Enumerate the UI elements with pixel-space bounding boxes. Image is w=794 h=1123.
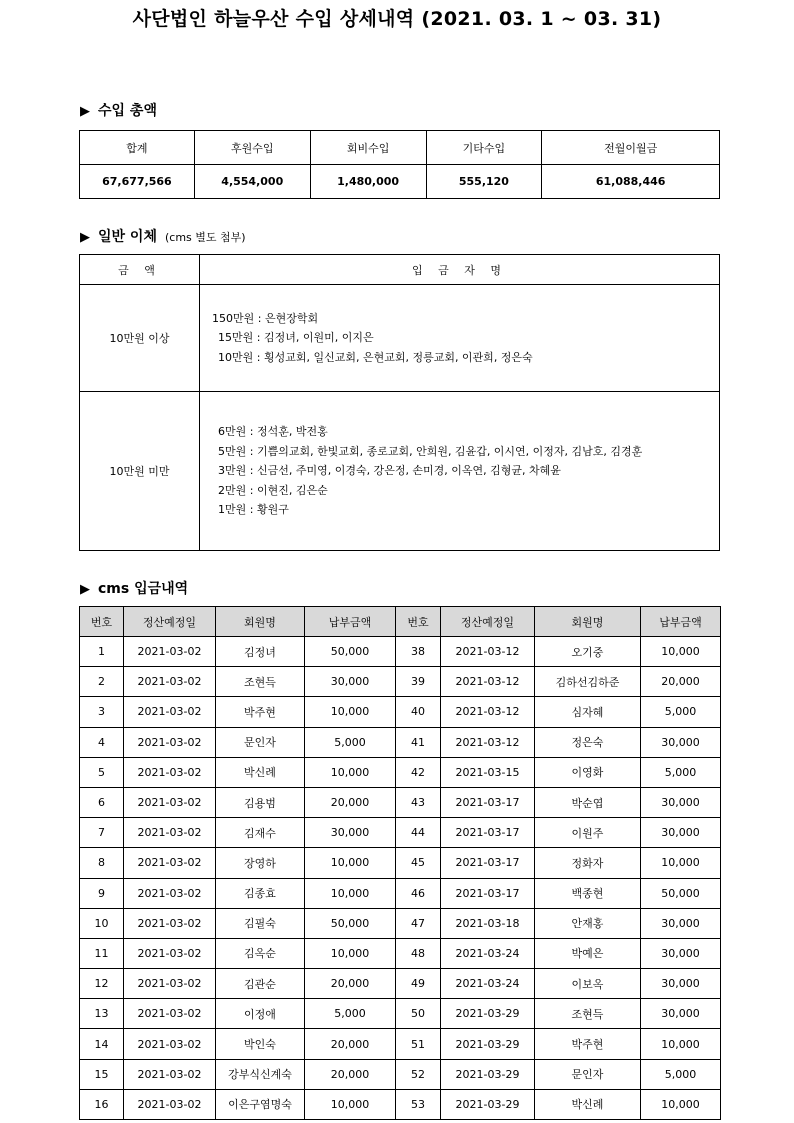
- member-name-cell: 백종현: [535, 878, 641, 908]
- depositor-line: 150만원 : 은현장학회: [212, 311, 319, 325]
- member-name-cell: 정화자: [535, 848, 641, 878]
- payment-amount-cell: 10,000: [305, 697, 396, 727]
- row-number-cell: 3: [80, 697, 124, 727]
- payment-amount-cell: 10,000: [641, 1029, 721, 1059]
- row-number-cell: 38: [396, 637, 441, 667]
- payment-amount-cell: 30,000: [641, 818, 721, 848]
- settlement-date-cell: 2021-03-29: [441, 1089, 535, 1119]
- member-name-cell: 이정애: [216, 999, 305, 1029]
- payment-amount-cell: 10,000: [305, 848, 396, 878]
- payment-amount-cell: 30,000: [641, 999, 721, 1029]
- settlement-date-cell: 2021-03-02: [124, 908, 216, 938]
- member-name-cell: 김종효: [216, 878, 305, 908]
- row-number-cell: 51: [396, 1029, 441, 1059]
- settlement-date-cell: 2021-03-02: [124, 1029, 216, 1059]
- cms-deposit-table: [79, 606, 721, 1120]
- payment-amount-cell: 50,000: [641, 878, 721, 908]
- member-name-cell: 정은숙: [535, 727, 641, 757]
- settlement-date-cell: 2021-03-17: [441, 848, 535, 878]
- row-number-cell: 14: [80, 1029, 124, 1059]
- settlement-date-cell: 2021-03-15: [441, 757, 535, 787]
- payment-amount-cell: 10,000: [305, 938, 396, 968]
- table-row: [80, 818, 721, 848]
- row-number-cell: 15: [80, 1059, 124, 1089]
- payment-amount-cell: 30,000: [641, 727, 721, 757]
- payment-amount-cell: 10,000: [305, 1089, 396, 1119]
- row-number-cell: 2: [80, 667, 124, 697]
- header-cell: 정산예정일: [124, 607, 216, 637]
- settlement-date-cell: 2021-03-12: [441, 667, 535, 697]
- row-number-cell: 40: [396, 697, 441, 727]
- header-cell: 회원명: [216, 607, 305, 637]
- member-name-cell: 김필숙: [216, 908, 305, 938]
- member-name-cell: 이보옥: [535, 969, 641, 999]
- triangle-bullet-icon: ▶: [80, 230, 90, 245]
- table-header-row: [80, 131, 720, 165]
- member-name-cell: 박신례: [535, 1089, 641, 1119]
- general-transfer-table: [79, 254, 720, 551]
- settlement-date-cell: 2021-03-29: [441, 1029, 535, 1059]
- member-name-cell: 안재홍: [535, 908, 641, 938]
- section-heading-text: cms 입금내역: [98, 581, 189, 597]
- payment-amount-cell: 20,000: [305, 1029, 396, 1059]
- member-name-cell: 김관순: [216, 969, 305, 999]
- settlement-date-cell: 2021-03-02: [124, 787, 216, 817]
- header-cell: 회비수입: [310, 131, 426, 165]
- row-number-cell: 11: [80, 938, 124, 968]
- member-name-cell: 박예은: [535, 938, 641, 968]
- settlement-date-cell: 2021-03-12: [441, 637, 535, 667]
- settlement-date-cell: 2021-03-02: [124, 1089, 216, 1119]
- header-cell: 번호: [396, 607, 441, 637]
- header-cell: 번호: [80, 607, 124, 637]
- settlement-date-cell: 2021-03-02: [124, 999, 216, 1029]
- triangle-bullet-icon: ▶: [80, 104, 90, 119]
- section-heading-general-transfer: [80, 226, 246, 246]
- triangle-bullet-icon: ▶: [80, 582, 90, 597]
- payment-amount-cell: 5,000: [305, 999, 396, 1029]
- depositor-line: 10만원 : 횡성교회, 일신교회, 은현교회, 정릉교회, 이관희, 정은숙: [218, 350, 533, 364]
- row-number-cell: 50: [396, 999, 441, 1029]
- header-cell: 회원명: [535, 607, 641, 637]
- member-name-cell: 이원주: [535, 818, 641, 848]
- row-number-cell: 46: [396, 878, 441, 908]
- section-heading-text: 일반 이체: [98, 229, 157, 245]
- income-summary-table: [79, 130, 720, 199]
- table-row: [80, 165, 720, 199]
- row-number-cell: 49: [396, 969, 441, 999]
- member-name-cell: 김하선김하준: [535, 667, 641, 697]
- depositor-line: 2만원 : 이현진, 김은순: [218, 483, 328, 497]
- payment-amount-cell: 30,000: [641, 787, 721, 817]
- settlement-date-cell: 2021-03-17: [441, 878, 535, 908]
- table-header-row: [80, 607, 721, 637]
- table-row: [80, 848, 721, 878]
- member-name-cell: 이영화: [535, 757, 641, 787]
- value-cell: 61,088,446: [542, 165, 720, 199]
- payment-amount-cell: 10,000: [305, 878, 396, 908]
- table-header-row: [80, 255, 720, 285]
- member-name-cell: 문인자: [535, 1059, 641, 1089]
- payment-amount-cell: 5,000: [641, 757, 721, 787]
- depositor-names-cell: [200, 392, 720, 551]
- member-name-cell: 박주현: [535, 1029, 641, 1059]
- payment-amount-cell: 10,000: [641, 848, 721, 878]
- table-row: [80, 727, 721, 757]
- row-number-cell: 48: [396, 938, 441, 968]
- depositor-line: 6만원 : 정석훈, 박전홍: [218, 425, 328, 439]
- member-name-cell: 박신례: [216, 757, 305, 787]
- table-row: [80, 392, 720, 551]
- row-number-cell: 39: [396, 667, 441, 697]
- section-heading-text: 수입 총액: [98, 103, 157, 119]
- value-cell: 4,554,000: [194, 165, 310, 199]
- settlement-date-cell: 2021-03-12: [441, 727, 535, 757]
- member-name-cell: 김정녀: [216, 637, 305, 667]
- row-number-cell: 43: [396, 787, 441, 817]
- payment-amount-cell: 20,000: [641, 667, 721, 697]
- table-row: [80, 938, 721, 968]
- settlement-date-cell: 2021-03-02: [124, 878, 216, 908]
- payment-amount-cell: 20,000: [305, 1059, 396, 1089]
- value-cell: 67,677,566: [80, 165, 195, 199]
- settlement-date-cell: 2021-03-02: [124, 938, 216, 968]
- payment-amount-cell: 30,000: [641, 938, 721, 968]
- header-cell: 정산예정일: [441, 607, 535, 637]
- header-cell: 입 금 자 명: [200, 255, 720, 285]
- table-row: [80, 1029, 721, 1059]
- table-row: [80, 637, 721, 667]
- depositor-line: 1만원 : 황원구: [218, 503, 289, 517]
- table-row: [80, 1059, 721, 1089]
- section-heading-cms-deposits: [80, 578, 188, 598]
- payment-amount-cell: 5,000: [641, 1059, 721, 1089]
- member-name-cell: 김옥순: [216, 938, 305, 968]
- header-cell: 후원수입: [194, 131, 310, 165]
- payment-amount-cell: 50,000: [305, 908, 396, 938]
- depositor-names-cell: [200, 285, 720, 392]
- payment-amount-cell: 10,000: [641, 1089, 721, 1119]
- payment-amount-cell: 5,000: [305, 727, 396, 757]
- amount-cell: 10만원 미만: [80, 392, 200, 551]
- payment-amount-cell: 5,000: [641, 697, 721, 727]
- settlement-date-cell: 2021-03-29: [441, 1059, 535, 1089]
- settlement-date-cell: 2021-03-02: [124, 757, 216, 787]
- settlement-date-cell: 2021-03-02: [124, 818, 216, 848]
- header-cell: 전월이월금: [542, 131, 720, 165]
- table-row: [80, 697, 721, 727]
- row-number-cell: 44: [396, 818, 441, 848]
- row-number-cell: 47: [396, 908, 441, 938]
- member-name-cell: 김용범: [216, 787, 305, 817]
- member-name-cell: 장영하: [216, 848, 305, 878]
- payment-amount-cell: 20,000: [305, 787, 396, 817]
- table-row: [80, 1089, 721, 1119]
- depositor-line: 15만원 : 김정녀, 이원미, 이지은: [218, 331, 374, 345]
- row-number-cell: 16: [80, 1089, 124, 1119]
- row-number-cell: 7: [80, 818, 124, 848]
- section-heading-income-total: [80, 100, 157, 120]
- member-name-cell: 박인숙: [216, 1029, 305, 1059]
- payment-amount-cell: 30,000: [305, 818, 396, 848]
- member-name-cell: 김재수: [216, 818, 305, 848]
- row-number-cell: 1: [80, 637, 124, 667]
- row-number-cell: 41: [396, 727, 441, 757]
- table-row: [80, 878, 721, 908]
- table-row: [80, 667, 721, 697]
- section-subheading: (cms 별도 첨부): [164, 231, 246, 244]
- table-row: [80, 999, 721, 1029]
- payment-amount-cell: 30,000: [305, 667, 396, 697]
- settlement-date-cell: 2021-03-02: [124, 1059, 216, 1089]
- table-row: [80, 757, 721, 787]
- payment-amount-cell: 10,000: [641, 637, 721, 667]
- table-row: [80, 969, 721, 999]
- row-number-cell: 52: [396, 1059, 441, 1089]
- header-cell: 금 액: [80, 255, 200, 285]
- member-name-cell: 조현득: [216, 667, 305, 697]
- settlement-date-cell: 2021-03-17: [441, 818, 535, 848]
- row-number-cell: 8: [80, 848, 124, 878]
- settlement-date-cell: 2021-03-24: [441, 969, 535, 999]
- member-name-cell: 문인자: [216, 727, 305, 757]
- row-number-cell: 53: [396, 1089, 441, 1119]
- header-cell: 합계: [80, 131, 195, 165]
- payment-amount-cell: 30,000: [641, 969, 721, 999]
- member-name-cell: 박주현: [216, 697, 305, 727]
- settlement-date-cell: 2021-03-02: [124, 637, 216, 667]
- value-cell: 1,480,000: [310, 165, 426, 199]
- row-number-cell: 13: [80, 999, 124, 1029]
- table-row: [80, 787, 721, 817]
- member-name-cell: 조현득: [535, 999, 641, 1029]
- row-number-cell: 42: [396, 757, 441, 787]
- settlement-date-cell: 2021-03-12: [441, 697, 535, 727]
- settlement-date-cell: 2021-03-17: [441, 787, 535, 817]
- payment-amount-cell: 20,000: [305, 969, 396, 999]
- table-row: [80, 908, 721, 938]
- payment-amount-cell: 10,000: [305, 757, 396, 787]
- settlement-date-cell: 2021-03-02: [124, 697, 216, 727]
- settlement-date-cell: 2021-03-02: [124, 667, 216, 697]
- member-name-cell: 오기중: [535, 637, 641, 667]
- row-number-cell: 10: [80, 908, 124, 938]
- settlement-date-cell: 2021-03-02: [124, 969, 216, 999]
- row-number-cell: 6: [80, 787, 124, 817]
- header-cell: 기타수입: [426, 131, 542, 165]
- member-name-cell: 강부식신계숙: [216, 1059, 305, 1089]
- header-cell: 납부금액: [641, 607, 721, 637]
- page-title: 사단법인 하늘우산 수입 상세내역 (2021. 03. 1 ~ 03. 31): [132, 8, 662, 30]
- amount-cell: 10만원 이상: [80, 285, 200, 392]
- settlement-date-cell: 2021-03-24: [441, 938, 535, 968]
- row-number-cell: 5: [80, 757, 124, 787]
- payment-amount-cell: 30,000: [641, 908, 721, 938]
- row-number-cell: 4: [80, 727, 124, 757]
- member-name-cell: 이은구염명숙: [216, 1089, 305, 1119]
- settlement-date-cell: 2021-03-02: [124, 848, 216, 878]
- row-number-cell: 45: [396, 848, 441, 878]
- member-name-cell: 심자혜: [535, 697, 641, 727]
- depositor-line: 3만원 : 신금선, 주미영, 이경숙, 강은정, 손미경, 이옥연, 김형균, 차혜윤: [218, 464, 561, 478]
- depositor-line: 5만원 : 기쁨의교회, 한빛교회, 종로교회, 안희원, 김윤갑, 이시연, 이정자, 김남호, 김경훈: [218, 444, 643, 458]
- header-cell: 납부금액: [305, 607, 396, 637]
- table-row: [80, 285, 720, 392]
- value-cell: 555,120: [426, 165, 542, 199]
- payment-amount-cell: 50,000: [305, 637, 396, 667]
- row-number-cell: 12: [80, 969, 124, 999]
- settlement-date-cell: 2021-03-02: [124, 727, 216, 757]
- settlement-date-cell: 2021-03-18: [441, 908, 535, 938]
- member-name-cell: 박순엽: [535, 787, 641, 817]
- row-number-cell: 9: [80, 878, 124, 908]
- settlement-date-cell: 2021-03-29: [441, 999, 535, 1029]
